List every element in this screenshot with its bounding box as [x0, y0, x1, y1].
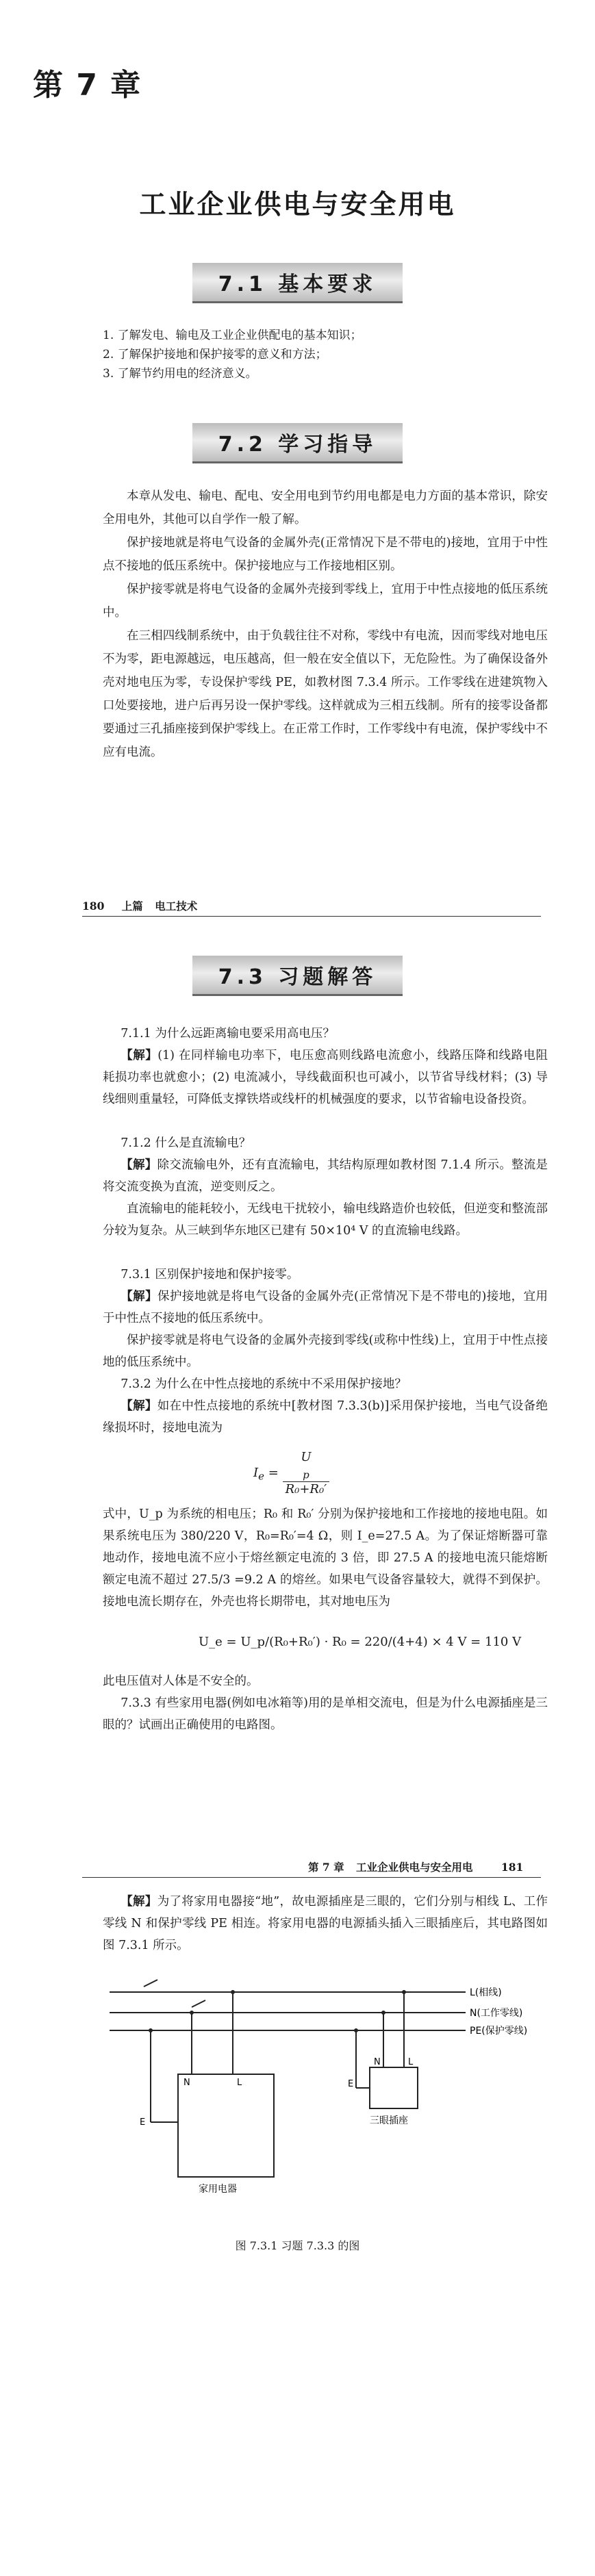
guidance-paragraph-2: 保护接地就是将电气设备的金属外壳(正常情况下是不带电的)接地，宜用于中性点不接地的低压系统中。保护接地应与工作接地相区别。 — [103, 536, 548, 573]
section-7-2-banner — [0, 423, 595, 463]
answer-text: 为了将家用电器接“地”，故电源插座是三眼的，它们分别与相线 L、工作零线 N 和保护零线 PE 相连。将家用电器的电源插头插入三眼插座后，其电路图如图 7.3.1 所示。 — [103, 1895, 548, 1952]
label-appliance: 家用电器 — [199, 2184, 237, 2195]
page-180-header — [82, 898, 197, 913]
label-L-terminal: L — [237, 2078, 242, 2088]
label-L: L(相线) — [470, 1987, 502, 1998]
socket-box — [370, 2067, 418, 2108]
question-7-1-1: 7.1.1 为什么远距离输电要采用高电压？ — [121, 1027, 335, 1041]
subject-label: 电工技术 — [155, 900, 198, 913]
answer-7-1-2 — [103, 1154, 548, 1198]
page-181-header — [308, 1859, 523, 1874]
page-number: 181 — [501, 1861, 524, 1874]
guidance-paragraph-1: 本章从发电、输电、配电、安全用电到节约用电都是电力方面的基本常识，除安全用电外，其他可以自学作一般了解。 — [103, 489, 548, 526]
section-7-3-banner — [0, 956, 595, 996]
formula-fraction — [283, 1450, 330, 1496]
answer-7-3-2-mid: 式中，U_p 为系统的相电压；R₀ 和 R₀′ 分别为保护接地和工作接地的接地电阻。如果系统电压为 380/220 V，R₀=R₀′=4 Ω，则 I_e=27.5 A。为了保证熔断器可靠地动作，接地电流不应小于熔丝额定电流的 3 倍，即 27.5 A 的接地电流只能熔断额定电流不超过 27.5/3 =9.2 A 的熔丝。如果电气设备容量较大，就得不到保护。接地电流长期存在，外壳也将长期带电，其对地电压为 — [103, 1507, 548, 1609]
header-rule — [82, 1877, 541, 1878]
section-7-3-title: 7.3 习题解答 — [192, 956, 403, 996]
chapter-title: 工业企业供电与安全用电 — [139, 190, 456, 220]
header-rule — [82, 916, 541, 917]
guidance-paragraph-3: 保护接零就是将电气设备的金属外壳接到零线上，宜用于中性点接地的低压系统中。 — [103, 583, 548, 620]
answer-7-3-3 — [103, 1891, 548, 1956]
part-label: 上篇 — [121, 900, 143, 913]
answer-7-1-2-continued: 直流输电的能耗较小，无线电干扰较小，输电线路造价也较低，但逆变和整流部分较为复杂。从三峡到华东地区已建有 50×10⁴ V 的直流输电线路。 — [103, 1202, 548, 1238]
formula-lhs-sub: e — [258, 1470, 265, 1483]
answer-label: 【解】 — [121, 1290, 158, 1303]
switch-L — [144, 1980, 157, 1987]
section-7-1-banner — [0, 263, 595, 303]
answer-text: (1) 在同样输电功率下，电压愈高则线路电流愈小，线路压降和线路电阻耗损功率也就愈小；(2) 电流减小，导线截面积也可减小，以节省导线材料；(3) 导线细则重量轻，可降低支撑铁塔或线杆的机械强度的要求，以节省输电设备投资。 — [103, 1049, 548, 1106]
requirement-item-2: 2. 了解保护接地和保护接零的意义和方法； — [103, 348, 327, 361]
answer-7-3-2-intro — [103, 1395, 548, 1439]
answer-7-1-1 — [103, 1045, 548, 1110]
answer-7-3-1 — [103, 1286, 548, 1329]
label-N: N(工作零线) — [470, 2008, 523, 2019]
section-7-2-title: 7.2 学习指导 — [192, 423, 403, 463]
junction-dots — [149, 1990, 406, 2032]
formula-denominator: R₀+R₀′ — [285, 1481, 327, 1496]
answer-7-3-2-end: 此电压值对人体是不安全的。 — [103, 1674, 259, 1688]
label-E-socket: E — [348, 2079, 354, 2089]
question-7-3-3: 7.3.3 有些家用电器(例如电冰箱等)用的是单相交流电，但是为什么电源插座是三眼的？试画出正确使用的电路图。 — [103, 1696, 548, 1732]
question-7-3-2: 7.3.2 为什么在中性点接地的系统中不采用保护接地？ — [121, 1377, 407, 1391]
answer-7-3-1-continued: 保护接零就是将电气设备的金属外壳接到零线(或称中性线)上，宜用于中性点接地的低压系统中。 — [103, 1334, 548, 1369]
answer-label: 【解】 — [121, 1049, 158, 1062]
answer-label: 【解】 — [121, 1158, 157, 1172]
answer-label: 【解】 — [121, 1399, 157, 1413]
label-socket: 三眼插座 — [370, 2115, 408, 2126]
switch-N — [192, 2000, 205, 2007]
formula-lhs: I — [253, 1465, 259, 1480]
answer-text: 如在中性点接地的系统中[教材图 7.3.3(b)]采用保护接地，当电气设备绝缘损坏时，接地电流为 — [103, 1399, 548, 1435]
chapter-label: 第 7 章 — [33, 68, 142, 103]
page-number: 180 — [82, 900, 105, 913]
label-L-socket: L — [408, 2057, 414, 2067]
requirement-item-3: 3. 了解节约用电的经济意义。 — [103, 367, 257, 381]
circuit-diagram — [82, 1972, 528, 2218]
label-E-terminal: E — [140, 2117, 146, 2128]
chapter-ref-title: 工业企业供电与安全用电 — [355, 1861, 473, 1874]
label-PE: PE(保护零线) — [470, 2026, 528, 2037]
appliance-box — [178, 2074, 274, 2177]
question-7-3-1: 7.3.1 区别保护接地和保护接零。 — [121, 1268, 299, 1281]
chapter-ref: 第 7 章 — [308, 1861, 344, 1874]
label-N-socket: N — [374, 2057, 381, 2067]
formula-numerator: U — [301, 1450, 312, 1464]
answer-text: 保护接地就是将电气设备的金属外壳(正常情况下是不带电的)接地，宜用于中性点不接地的低压系统中。 — [103, 1290, 548, 1325]
guidance-paragraph-4: 在三相四线制系统中，由于负载往往不对称，零线中有电流，因而零线对地电压不为零，距电源越远，电压越高，但一般在安全值以下，无危险性。为了确保设备外壳对地电压为零，专设保护零线 PE，如教材图 7.3.4 所示。工作零线在进建筑物入口处要接地，进户后再另设一保护零线。这样就成为三相五线制。所有的接零设备都要通过三孔插座接到保护零线上。在正常工作时，工作零线中有电流，保护零线中不应有电流。 — [103, 629, 548, 759]
formula-numerator-sub: p — [303, 1468, 309, 1481]
question-7-1-2: 7.1.2 什么是直流输电？ — [121, 1136, 251, 1150]
answer-text: 除交流输电外，还有直流输电，其结构原理如教材图 7.1.4 所示。整流是将交流变换为直流，逆变则反之。 — [103, 1158, 548, 1194]
formula-ground-current: $I_e$ = U $_p$ R₀+R₀′ — [253, 1450, 329, 1496]
label-N-terminal: N — [183, 2078, 190, 2088]
requirement-item-1: 1. 了解发电、输电及工业企业供配电的基本知识； — [103, 329, 362, 342]
answer-label: 【解】 — [121, 1895, 157, 1909]
formula-shell-voltage: U_e = U_p/(R₀+R₀′) · R₀ = 220/(4+4) × 4 V = 110 V — [199, 1635, 522, 1649]
section-7-1-title: 7.1 基本要求 — [192, 263, 403, 303]
figure-caption: 图 7.3.1 习题 7.3.3 的图 — [235, 2239, 360, 2252]
